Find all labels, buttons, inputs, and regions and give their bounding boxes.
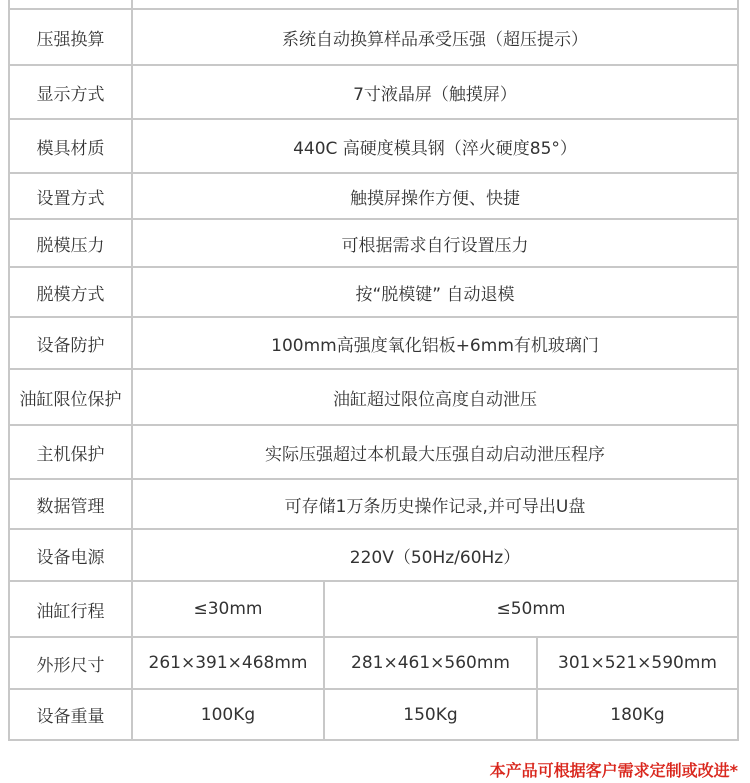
column-divider: [323, 582, 325, 739]
spec-label: 设备电源: [36, 547, 105, 568]
spec-value: 油缸超过限位高度自动泄压: [333, 389, 537, 410]
spec-label: 油缸限位保护: [19, 389, 122, 410]
spec-value: 系统自动换算样品承受压强（超压提示）: [282, 29, 588, 50]
spec-label: 设备重量: [36, 707, 105, 727]
spec-row: [10, 530, 737, 580]
spec-value: 实际压强超过本机最大压强自动启动泄压程序: [265, 444, 605, 465]
spec-value: 触摸屏操作方便、快捷: [350, 188, 520, 209]
spec-value: 可根据需求自行设置压力: [341, 235, 529, 256]
weight-value-3: 180Kg: [610, 704, 665, 725]
spec-value: 220V（50Hz/60Hz）: [349, 547, 521, 568]
weight-value-2: 150Kg: [403, 704, 458, 725]
spec-row: [10, 318, 737, 368]
spec-table: [8, 0, 739, 741]
spec-label: 主机保护: [36, 444, 105, 465]
spec-row: [10, 426, 737, 478]
spec-row: [10, 10, 737, 64]
dimension-value-3: 301×521×590mm: [558, 653, 717, 673]
spec-label: 脱模压力: [36, 235, 105, 256]
spec-label: 压强换算: [36, 29, 105, 50]
spec-row: [10, 120, 737, 172]
spec-label: 显示方式: [36, 84, 105, 105]
stroke-value-2: ≤50mm: [496, 599, 566, 619]
spec-row: [10, 480, 737, 528]
spec-row: [10, 66, 737, 118]
stroke-row: [10, 582, 737, 636]
stroke-value-1: ≤30mm: [193, 599, 263, 619]
dimension-value-2: 281×461×560mm: [351, 653, 510, 673]
spec-value: 440C 高硬度模具钢（淬火硬度85°）: [293, 138, 577, 159]
weight-row: [10, 690, 737, 739]
spec-row: [10, 174, 737, 218]
column-divider: [131, 0, 133, 739]
spec-label: 外形尺寸: [36, 655, 105, 676]
spec-value: 可存储1万条历史操作记录,并可导出U盘: [284, 496, 586, 517]
dimension-value-1: 261×391×468mm: [148, 653, 308, 673]
column-divider: [536, 638, 538, 739]
customization-note: 本产品可根据客户需求定制或改进*: [489, 761, 738, 780]
spec-value: 7寸液晶屏（触摸屏）: [353, 84, 517, 105]
weight-value-1: 100Kg: [200, 704, 256, 725]
spec-row: [10, 268, 737, 316]
spec-label: 设置方式: [36, 188, 105, 209]
dimensions-row: [10, 638, 737, 688]
spec-row: [10, 370, 737, 424]
spec-label: 脱模方式: [36, 284, 105, 305]
spec-label: 油缸行程: [36, 601, 105, 622]
spec-value: 100mm高强度氧化铝板+6mm有机玻璃门: [271, 335, 599, 356]
spec-value: 按“脱模键” 自动退模: [355, 284, 515, 305]
spec-label: 模具材质: [36, 138, 105, 159]
spec-row: [10, 220, 737, 266]
spec-label: 设备防护: [36, 335, 105, 356]
spec-label: 数据管理: [36, 496, 105, 517]
